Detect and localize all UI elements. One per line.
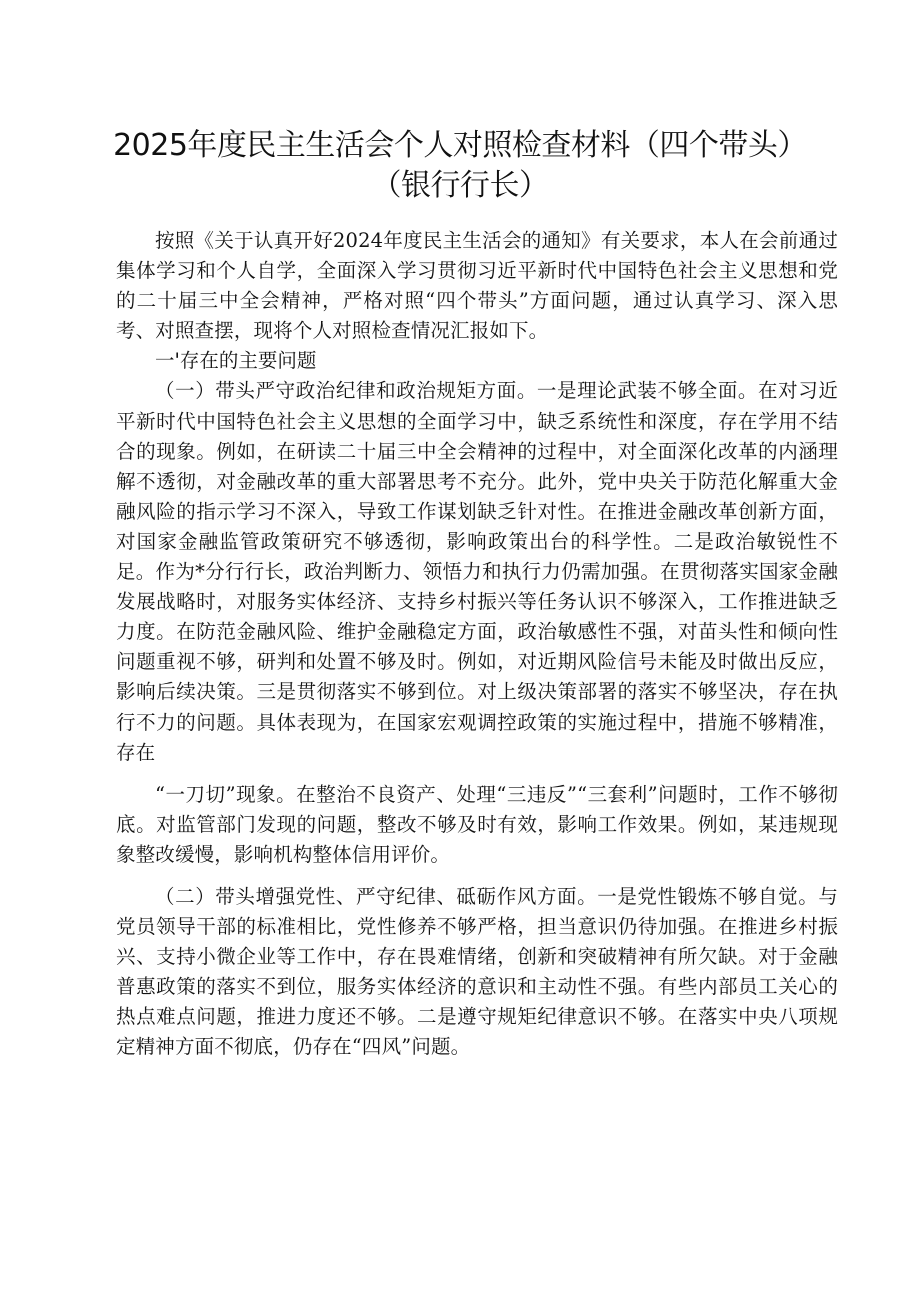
paragraph-continuation: “一刀切”现象。在整治不良资产、处理“三违反”“三套利”问题时，工作不够彻底。对监管部门发现的问题，整改不够及时有效，影响工作效果。例如，某违规现象整改缓慢，影响机构整体信用评价。 <box>116 782 838 866</box>
document-subtitle: （银行行长） <box>371 168 549 203</box>
paragraph-party-spirit: （二）带头增强党性、严守纪律、砥砺作风方面。一是党性锻炼不够自觉。与党员领导干部的标准相比，党性修养不够严格，担当意识仍待加强。在推进乡村振兴、支持小微企业等工作中，存在畏难情绪，创新和突破精神有所欠缺。对于金融普惠政策的落实不到位，服务实体经济的意识和主动性不强。有些内部员工关心的热点难点问题，推进力度还不够。二是遵守规矩纪律意识不够。在落实中央八项规定精神方面不彻底，仍存在“四风”问题。 <box>116 884 838 1059</box>
paragraph-gap <box>116 768 838 780</box>
document-body <box>116 226 838 1063</box>
paragraph-gap <box>116 870 838 882</box>
document-title: 2025年度民主生活会个人对照检查材料（四个带头） <box>113 128 807 163</box>
paragraph-political-discipline: （一）带头严守政治纪律和政治规矩方面。一是理论武装不够全面。在对习近平新时代中国特色社会主义思想的全面学习中，缺乏系统性和深度，存在学用不结合的现象。例如，在研读二十届三中全会精神的过程中，对全面深化改革的内涵理解不透彻，对金融改革的重大部署思考不充分。此外，党中央关于防范化解重大金融风险的指示学习不深入，导致工作谋划缺乏针对性。在推进金融改革创新方面，对国家金融监管政策研究不够透彻，影响政策出台的科学性。二是政治敏锐性不足。作为*分行行长，政治判断力、领悟力和执行力仍需加强。在贯彻落实国家金融发展战略时，对服务实体经济、支持乡村振兴等任务认识不够深入，工作推进缺乏力度。在防范金融风险、维护金融稳定方面，政治敏感性不强，对苗头性和倾向性问题重视不够，研判和处置不够及时。例如，对近期风险信号未能及时做出反应，影响后续决策。三是贯彻落实不够到位。对上级决策部署的落实不够坚决，存在执行不力的问题。具体表现为，在国家宏观调控政策的实施过程中，措施不够精准，存在 <box>116 379 838 764</box>
intro-paragraph: 按照《关于认真开好2024年度民主生活会的通知》有关要求，本人在会前通过集体学习和个人自学，全面深入学习贯彻习近平新时代中国特色社会主义思想和党的二十届三中全会精神，严格对照“四个带头”方面问题，通过认真学习、深入思考、对照查摆，现将个人对照检查情况汇报如下。 <box>116 229 838 343</box>
section-heading: 一'存在的主要问题 <box>155 349 317 373</box>
